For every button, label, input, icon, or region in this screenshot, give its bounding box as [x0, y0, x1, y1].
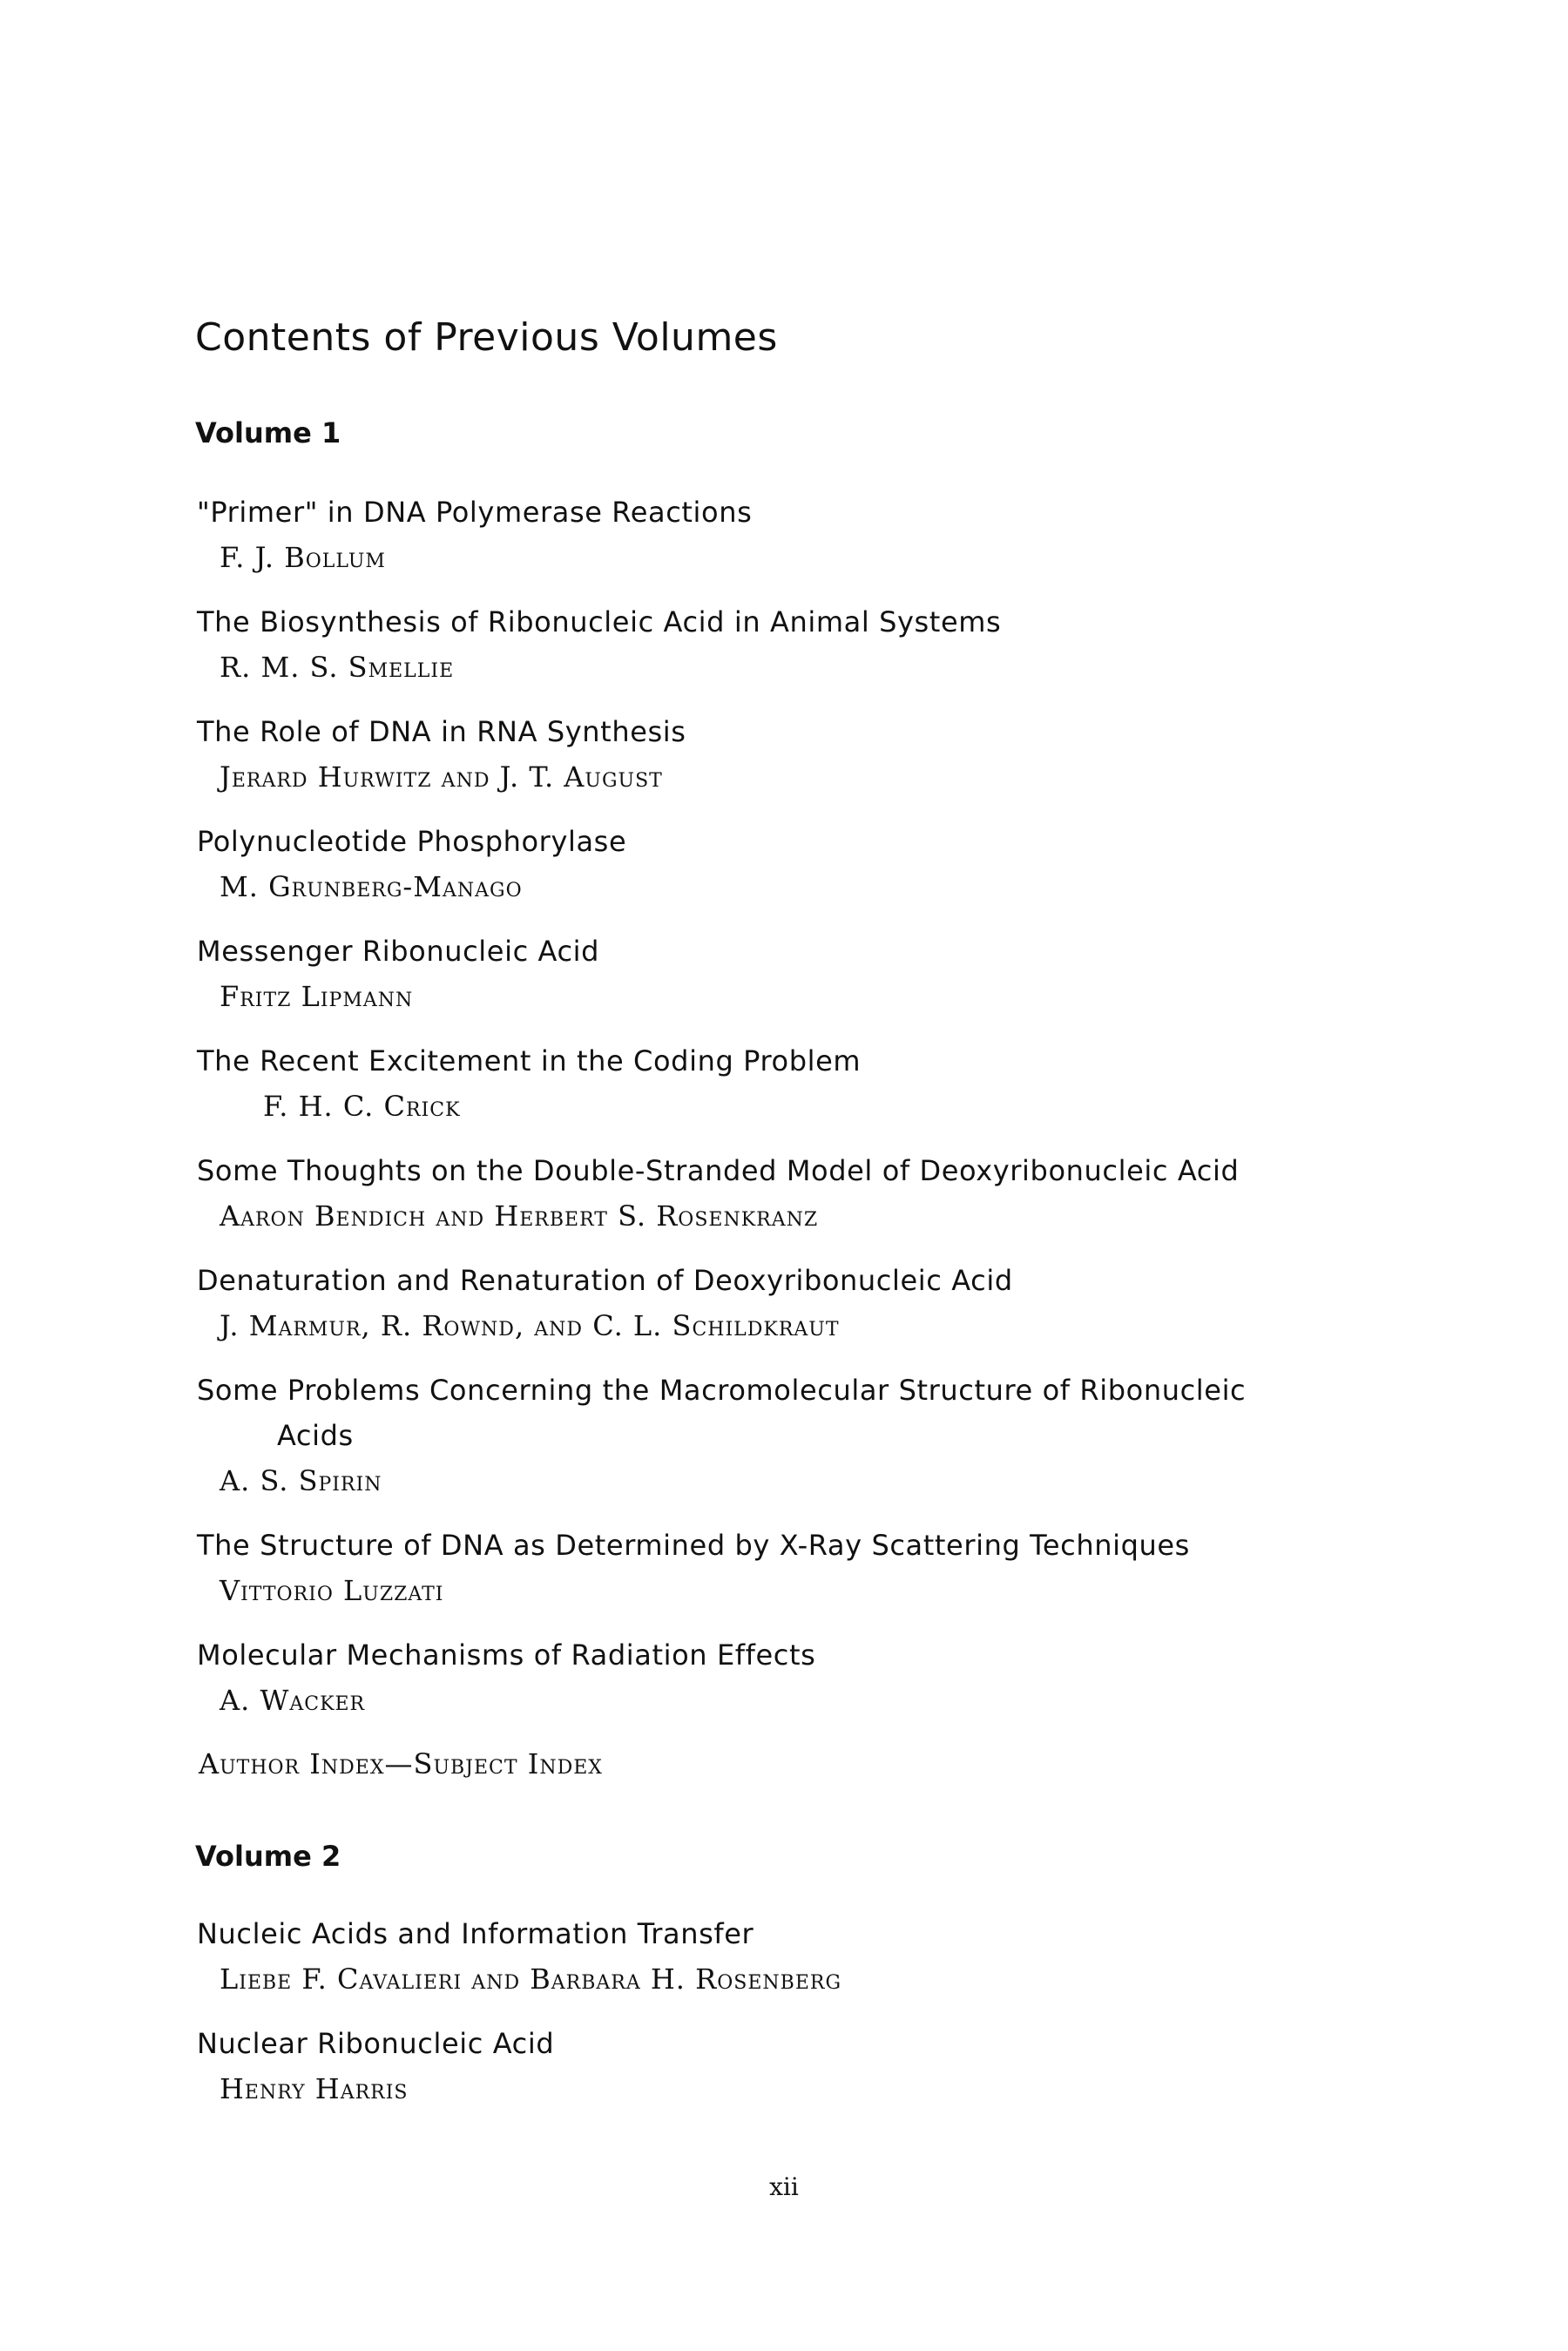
- entry-title: The Recent Excitement in the Coding Problem: [197, 1044, 862, 1078]
- entry-title: Some Problems Concerning the Macromolecular Structure of Ribonucleic: [197, 1374, 1247, 1407]
- entry-author: M. Grunberg-Manago: [220, 870, 523, 903]
- contents-entry: [197, 1038, 1399, 1129]
- page-title: Contents of Previous Volumes: [195, 315, 778, 360]
- contents-entry: [197, 1148, 1399, 1239]
- entry-title: Some Thoughts on the Double-Stranded Model of Deoxyribonucleic Acid: [197, 1154, 1240, 1187]
- entry-author: J. Marmur, R. Rownd, and C. L. Schildkraut: [220, 1309, 840, 1342]
- entry-title: Nuclear Ribonucleic Acid: [197, 2027, 555, 2060]
- contents-entry: [197, 709, 1399, 800]
- entry-title: Molecular Mechanisms of Radiation Effects: [197, 1638, 816, 1672]
- entry-author: A. S. Spirin: [220, 1464, 382, 1497]
- contents-entry: [197, 490, 1399, 580]
- entry-author: Vittorio Luzzati: [220, 1574, 444, 1607]
- entry-title: Denaturation and Renaturation of Deoxyribonucleic Acid: [197, 1264, 1013, 1297]
- entry-title: The Biosynthesis of Ribonucleic Acid in Animal Systems: [197, 605, 1002, 638]
- entry-title-continuation: Acids: [277, 1419, 354, 1452]
- entry-author: Aaron Bendich and Herbert S. Rosenkranz: [220, 1199, 819, 1233]
- entry-author: Henry Harris: [220, 2072, 409, 2105]
- entry-title: "Primer" in DNA Polymerase Reactions: [197, 496, 753, 529]
- entry-title: The Role of DNA in RNA Synthesis: [197, 715, 686, 748]
- entry-author: F. J. Bollum: [220, 541, 386, 574]
- entry-title: The Structure of DNA as Determined by X-Ray Scattering Techniques: [197, 1529, 1190, 1562]
- contents-entry: [197, 599, 1399, 690]
- contents-entry: [197, 2021, 1399, 2111]
- contents-entry: [197, 1258, 1399, 1348]
- page-number: xii: [769, 2172, 799, 2201]
- entry-author: Liebe F. Cavalieri and Barbara H. Rosenberg: [220, 1963, 842, 1996]
- contents-entry: [197, 1523, 1399, 1613]
- entry-author: F. H. C. Crick: [263, 1090, 461, 1123]
- index-line: Author Index—Subject Index: [199, 1747, 603, 1780]
- entry-title: Polynucleotide Phosphorylase: [197, 825, 627, 858]
- contents-entry: [197, 819, 1399, 909]
- volume-heading: Volume 1: [195, 416, 341, 449]
- contents-entry: [197, 929, 1399, 1019]
- entry-title: Messenger Ribonucleic Acid: [197, 935, 600, 968]
- volume-heading: Volume 2: [195, 1840, 341, 1873]
- contents-entry: [197, 1911, 1399, 2002]
- entry-author: Jerard Hurwitz and J. T. August: [220, 760, 663, 794]
- contents-entry: [197, 1632, 1399, 1723]
- entry-title: Nucleic Acids and Information Transfer: [197, 1917, 754, 1950]
- contents-entry: [197, 1368, 1399, 1503]
- entry-author: Fritz Lipmann: [220, 980, 414, 1013]
- entry-author: R. M. S. Smellie: [220, 651, 455, 684]
- entry-author: A. Wacker: [220, 1684, 366, 1717]
